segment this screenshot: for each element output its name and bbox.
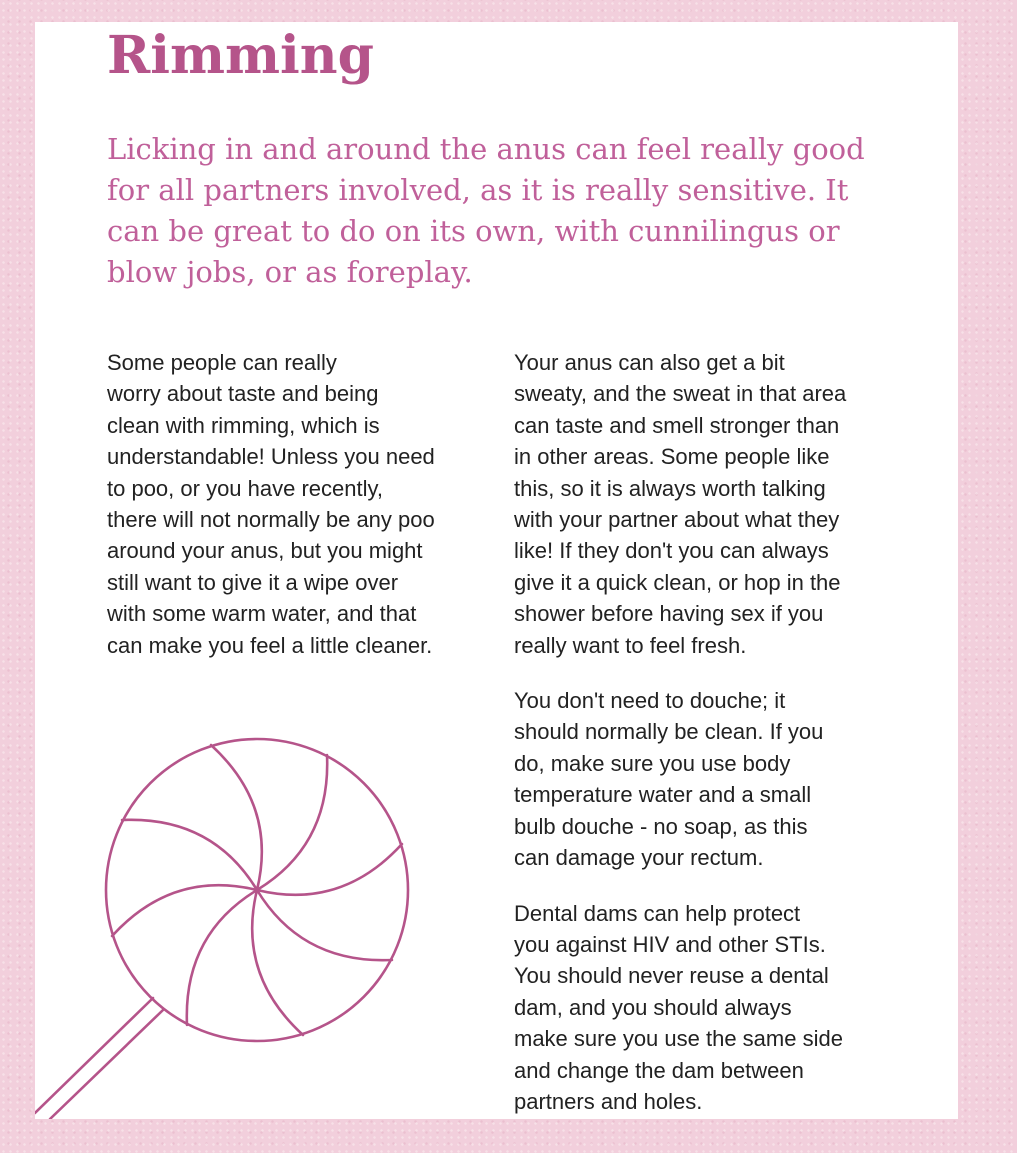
right-column — [514, 347, 924, 1119]
body-paragraph: Some people can really worry about taste and being clean with rimming, which is understandable! Unless you need to poo, or you have recently, there will not normally be any poo around your anus, but you might still want to give it a wipe over with some warm water, and that can make you feel a little cleaner. — [107, 350, 435, 658]
intro-paragraph: Licking in and around the anus can feel really good for all partners involved, as it is really sensitive. It can be great to do on its own, with cunnilingus or blow jobs, or as foreplay. — [107, 132, 865, 289]
lollipop-icon — [35, 727, 435, 1119]
body-paragraph: You don't need to douche; it should normally be clean. If you do, make sure you use body temperature water and a small bulb douche - no soap, as this can damage your rectum. — [514, 688, 824, 871]
left-column — [107, 347, 497, 685]
document-page — [35, 22, 958, 1119]
body-paragraph: Dental dams can help protect you against HIV and other STIs. You should never reuse a dental dam, and you should always make sure you use the same side and change the dam between partners and holes. — [514, 900, 843, 1114]
body-paragraph: Your anus can also get a bit sweaty, and the sweat in that area can taste and smell stronger than in other areas. Some people like this, so it is always worth talking with your partner about what they like! If they don't you can always give it a quick clean, or hop in the shower before having sex if you really want to feel fresh. — [514, 350, 847, 658]
page-title: Rimming — [107, 25, 374, 86]
